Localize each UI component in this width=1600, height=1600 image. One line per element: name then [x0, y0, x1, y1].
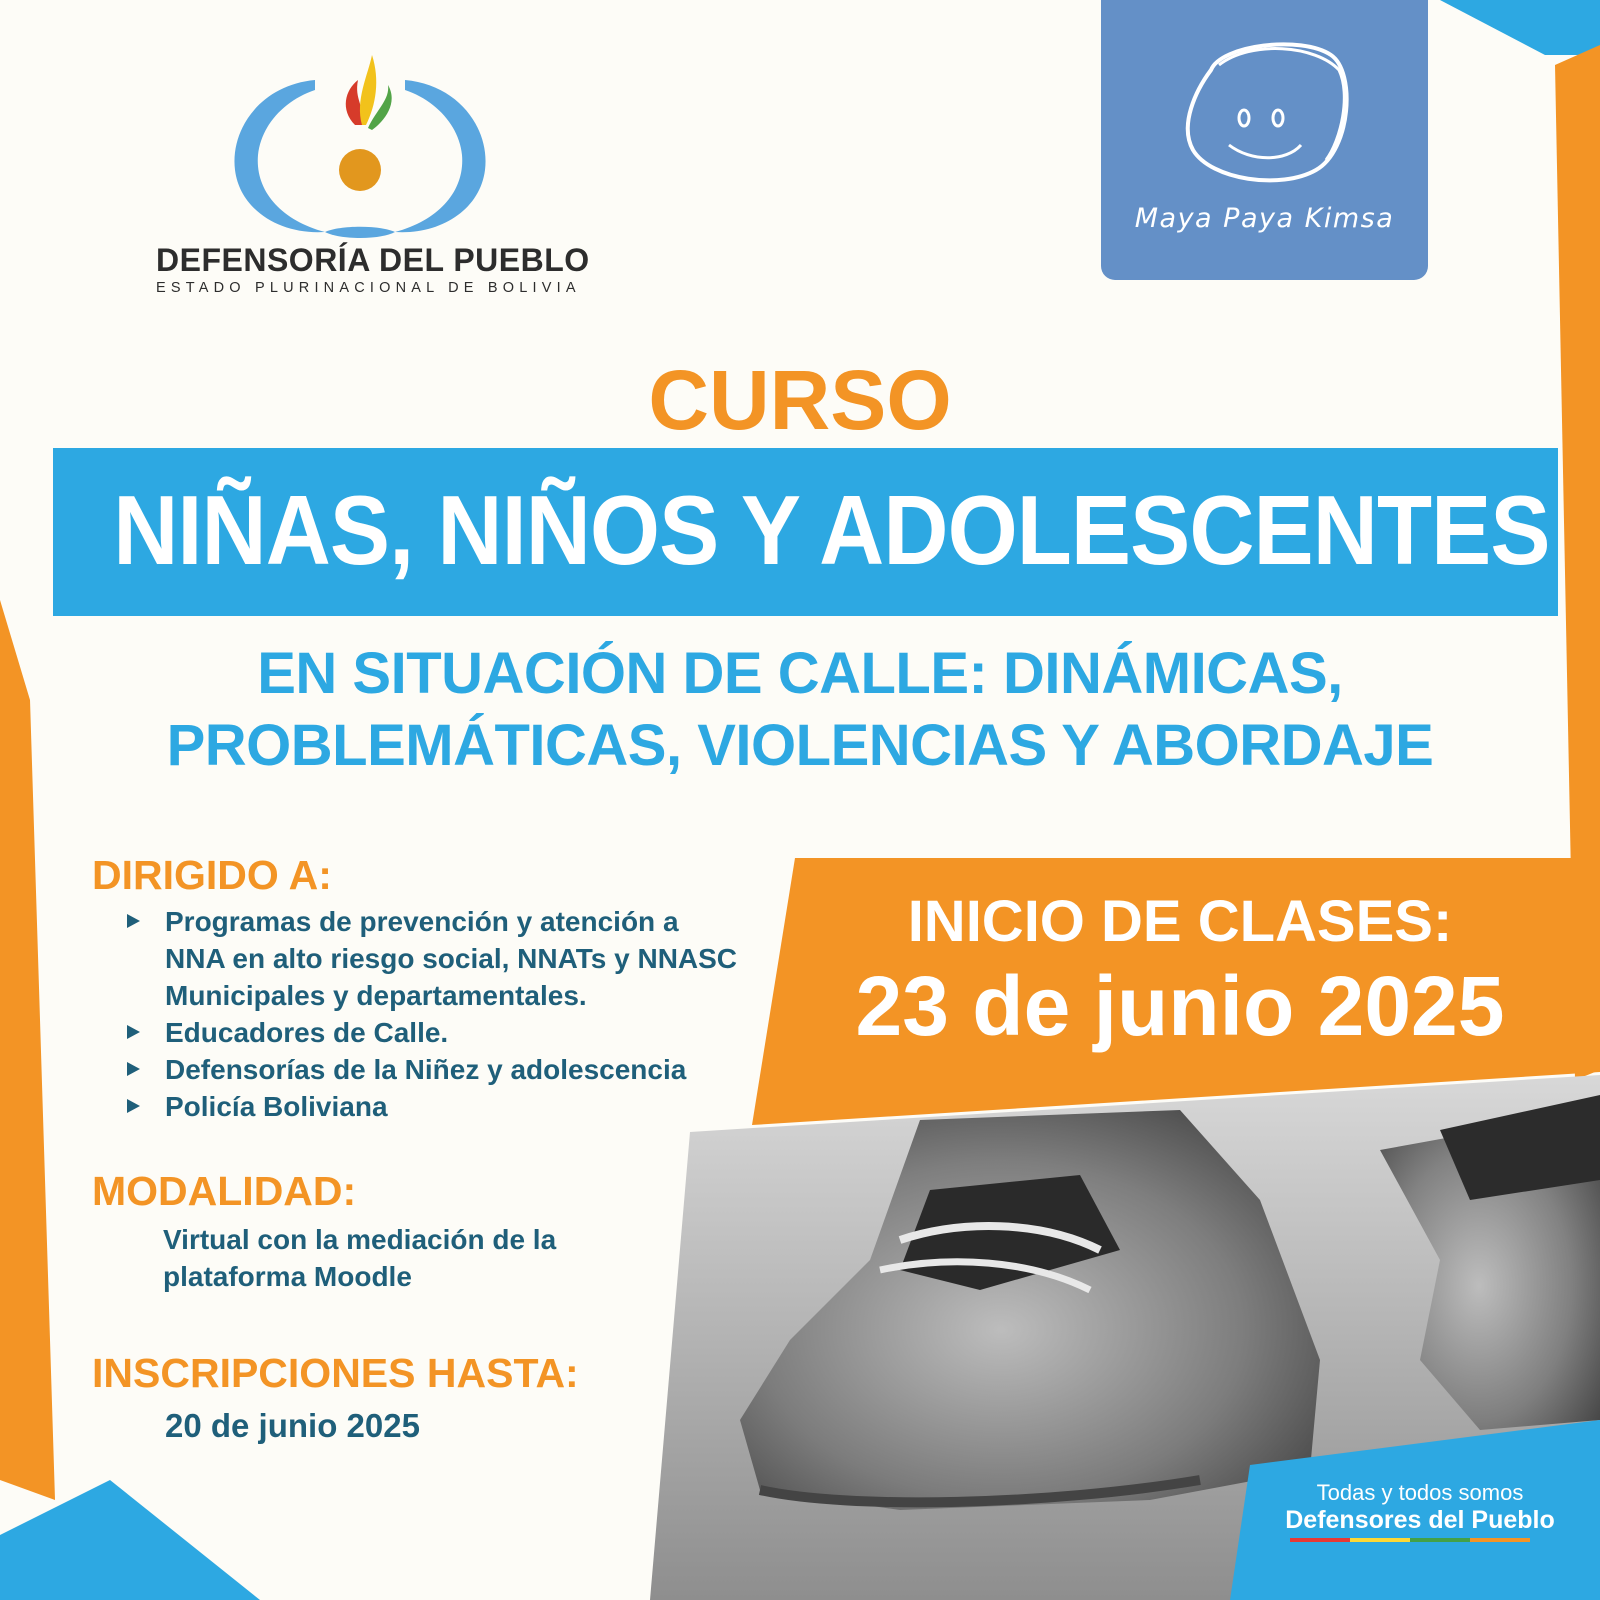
flame-hands-icon — [140, 30, 580, 240]
maya-paya-kimsa-name: Maya Paya Kimsa — [1134, 203, 1395, 234]
bullet-triangle-icon — [127, 1062, 140, 1076]
subtitle-line-2: PROBLEMÁTICAS, VIOLENCIAS Y ABORDAJE — [166, 713, 1434, 778]
bullet-triangle-icon — [127, 1025, 140, 1039]
list-item: Programas de prevención y atención a NNA en alto riesgo social, NNATs y NNASC Municipales y departamentales. — [125, 903, 745, 1014]
modalidad-line-1: Virtual con la mediación de la — [163, 1224, 557, 1255]
modalidad-heading: MODALIDAD: — [92, 1168, 357, 1214]
defensoria-logo — [140, 30, 590, 300]
course-kicker: CURSO — [648, 353, 952, 447]
maya-paya-kimsa-logo — [1101, 0, 1428, 280]
inscripciones-heading: INSCRIPCIONES HASTA: — [92, 1350, 579, 1396]
course-title: NIÑAS, NIÑOS Y ADOLESCENTES — [113, 475, 1550, 585]
list-item: Educadores de Calle. — [125, 1014, 745, 1051]
slogan-line-1: Todas y todos somos — [1316, 1480, 1524, 1505]
inicio-label: INICIO DE CLASES: — [907, 889, 1453, 954]
list-item: Policía Boliviana — [125, 1088, 745, 1125]
defensoria-subtitle: ESTADO PLURINACIONAL DE BOLIVIA — [156, 280, 581, 296]
modalidad-line-2: plataforma Moodle — [163, 1261, 412, 1292]
modalidad-text — [163, 1221, 723, 1295]
bullet-triangle-icon — [127, 1099, 140, 1113]
smiley-face-icon — [1101, 0, 1428, 200]
title-banner — [53, 448, 1558, 616]
list-item: Defensorías de la Niñez y adolescencia — [125, 1051, 745, 1088]
dirigido-heading: DIRIGIDO A: — [92, 852, 332, 898]
inicio-date: 23 de junio 2025 — [855, 959, 1505, 1053]
bullet-triangle-icon — [127, 914, 140, 928]
dirigido-list — [125, 903, 745, 1125]
defensoria-name: DEFENSORÍA DEL PUEBLO — [156, 242, 590, 278]
subtitle-line-1: EN SITUACIÓN DE CALLE: DINÁMICAS, — [257, 641, 1343, 706]
slogan-line-2: Defensores del Pueblo — [1285, 1506, 1555, 1534]
course-subtitle — [0, 638, 1600, 782]
inscripciones-date: 20 de junio 2025 — [165, 1407, 420, 1444]
